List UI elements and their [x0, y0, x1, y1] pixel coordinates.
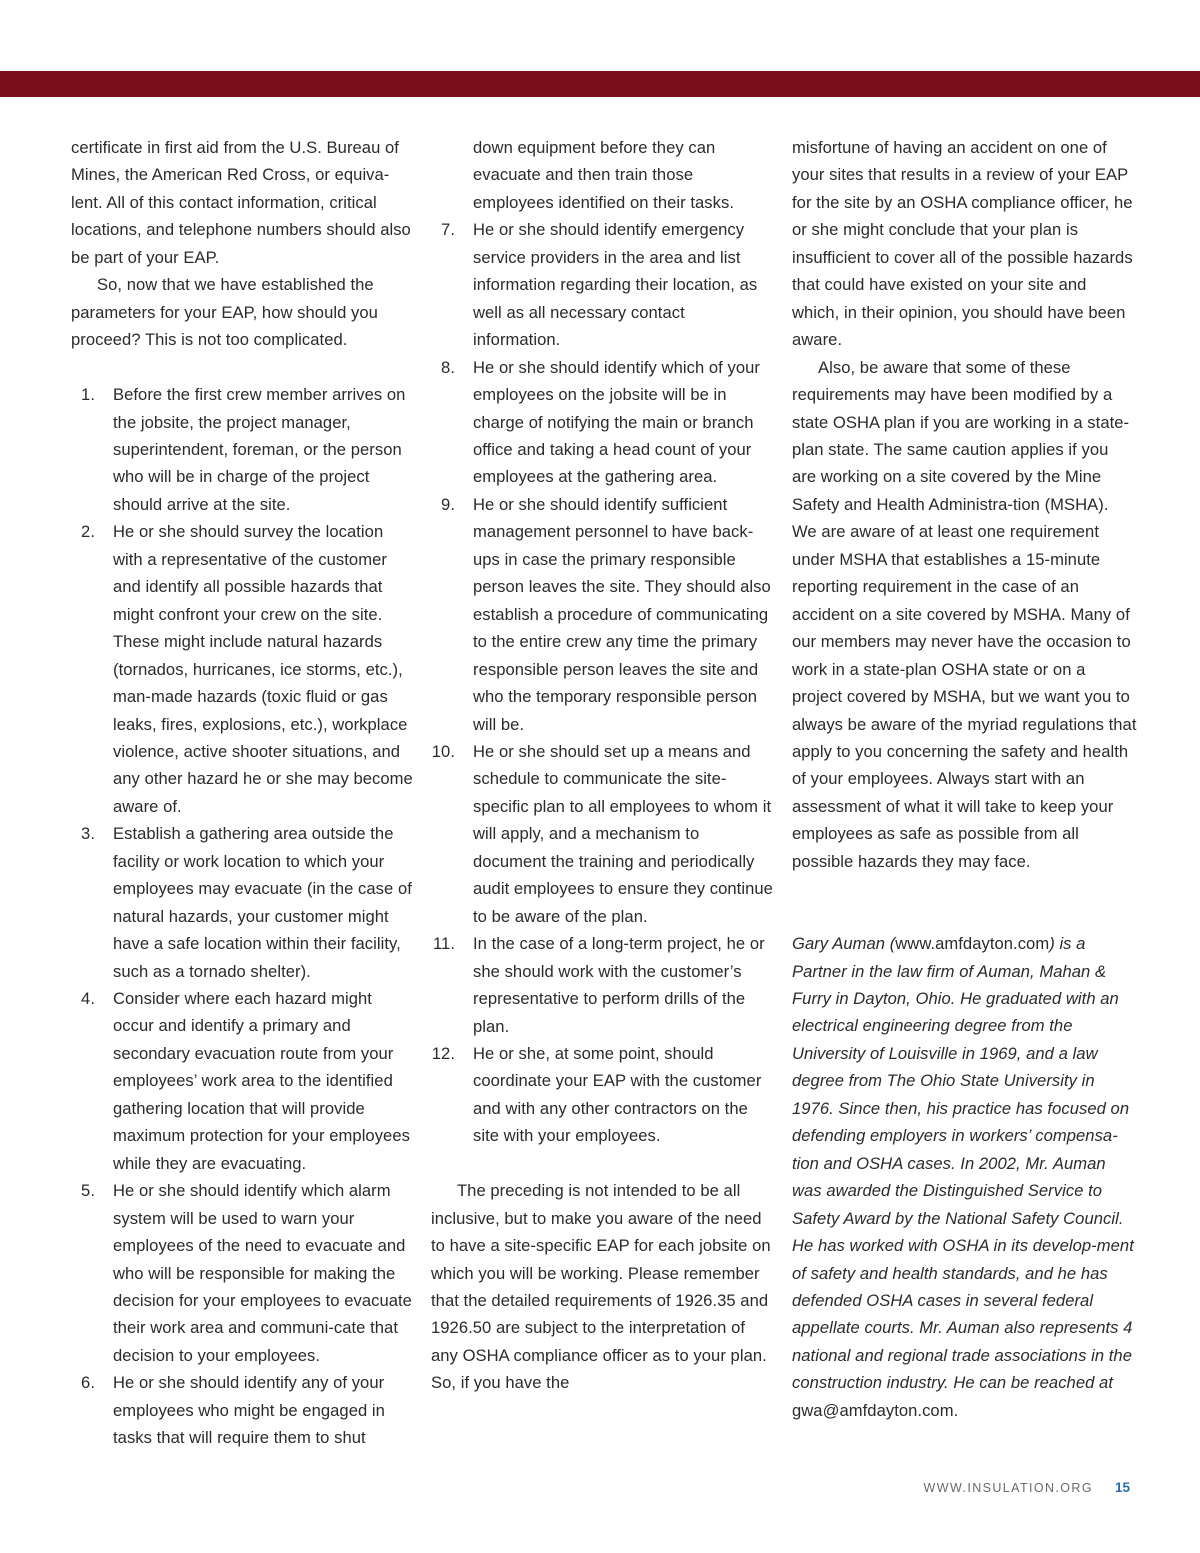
column-1 [71, 134, 416, 1452]
column-3 [792, 134, 1137, 1424]
paragraph: So, now that we have established the parameters for your EAP, how should you proceed? This is not too complicated. [71, 275, 378, 350]
list-item: 7. He or she should identify emergency service providers in the area and list information regarding their location, as well as all necessary contact information. [441, 220, 758, 350]
list-item: 1. Before the first crew member arrives on the jobsite, the project manager, superintendent, foreman, or the person who will be in charge of the project should arrive at the site. [81, 385, 406, 514]
list-item: 6. He or she should identify any of your employees who might be engaged in tasks that will require them to shut [81, 1373, 385, 1448]
list-item: 4. Consider where each hazard might occur and identify a primary and secondary evacuation route from your employees’ work area to the identified gathering location that will provide maximum protection for your employees while they are evacuating. [81, 989, 410, 1173]
list-item: 12. He or she, at some point, should coordinate your EAP with the customer and with any other contractors on the site with your employees. [431, 1043, 762, 1146]
paragraph: The preceding is not intended to be all inclusive, but to make you aware of the need to have a site-specific EAP for each jobsite on which you will be working. Please remember that the detailed requirements of 1926.35 and 1926.50 are subject to the interpretation of any OSHA compliance officer as to your plan. So, if you have the [431, 1181, 771, 1393]
page-footer [924, 1480, 1130, 1495]
page-number: 15 [1114, 1480, 1130, 1495]
list-item: 8. He or she should identify which of your employees on the jobsite will be in charge of notifying the main or branch office and taking a head count of your employees at the gathering area. [441, 357, 760, 487]
list-item: 3. Establish a gathering area outside the facility or work location to which your employees may evacuate (in the case of natural hazards, your customer might have a safe location within their facility, such as a tornado shelter). [81, 824, 412, 981]
author-bio: Gary Auman (www.amfdayton.com) is a Partner in the law firm of Auman, Mahan & Furry in Dayton, Ohio. He graduated with an electrical engineering degree from the University of Louisville in 1969, and a law degree from The Ohio State University in 1976. Since then, his practice has focused on defending employers in workers’ compensa-tion and OSHA cases. In 2002, Mr. Auman was awarded the Distinguished Service to Safety Award by the National Safety Council. He has worked with OSHA in its develop-ment of safety and health standards, and he has defended OSHA cases in several federal appellate courts. Mr. Auman also represents 4 national and regional trade associations in the construction industry. He can be reached at gwa@amfdayton.com. [792, 934, 1134, 1420]
list-item: 5. He or she should identify which alarm system will be used to warn your employees of the need to evacuate and who will be responsible for making the decision for your employees to evacuate their work area and communi-cate that decision to your employees. [81, 1181, 412, 1365]
list-item: 9. He or she should identify sufficient management personnel to have back-ups in case the primary responsible person leaves the site. They should also establish a procedure of communicating to the entire crew any time the primary responsible person leaves the site and who the temporary responsible person will be. [441, 494, 771, 734]
numbered-list [71, 381, 416, 1452]
footer-website: WWW.INSULATION.ORG [923, 1481, 1093, 1495]
list-item: 10. He or she should set up a means and schedule to communicate the site-specific plan to all employees to whom it will apply, and a mechanism to document the training and periodically audit employees to ensure they continue to be aware of the plan. [431, 741, 773, 926]
header-bar [0, 71, 1200, 97]
paragraph: Also, be aware that some of these requirements may have been modified by a state OSHA plan if you are working in a state-plan state. The same caution applies if you are working on a site covered by the Mine Safety and Health Administra-tion (MSHA). We are aware of at least one requirement under MSHA that establishes a 15-minute reporting requirement in the case of an accident on a site covered by MSHA. Many of our members may never have the occasion to work in a state-plan OSHA state or on a project covered by MSHA, but we want you to always be aware of the myriad regulations that apply to you concerning the safety and health of your employees. Always start with an assessment of what it will take to keep your employees as safe as possible from all possible hazards they may face. [792, 357, 1137, 871]
author-website-link[interactable]: www.amfdayton.com [895, 934, 1050, 954]
paragraph: certificate in first aid from the U.S. Bureau of Mines, the American Red Cross, or equiva-lent. All of this contact information, critical locations, and telephone numbers should also be part of your EAP. [71, 138, 411, 267]
numbered-list [431, 216, 776, 1149]
column-2 [431, 134, 776, 1397]
list-item: 2. He or she should survey the location with a representative of the customer and identify all possible hazards that might confront your crew on the site. These might include natural hazards (tornados, hurricanes, ice storms, etc.), man-made hazards (toxic fluid or gas leaks, fires, explosions, etc.), workplace violence, active shooter situations, and any other hazard he or she may become aware of. [81, 522, 413, 816]
list-item: 11. In the case of a long-term project, he or she should work with the customer’s representative to perform drills of the plan. [433, 934, 765, 1036]
list-item-continuation: down equipment before they can evacuate and then train those employees identified on their tasks. [473, 138, 734, 212]
paragraph: misfortune of having an accident on one of your sites that results in a review of your EAP for the site by an OSHA compliance officer, he or she might conclude that your plan is insufficient to cover all of the possible hazards that could have existed on your site and which, in their opinion, you should have been aware. [792, 138, 1133, 350]
author-email-link[interactable]: gwa@amfdayton.com [792, 1400, 954, 1420]
